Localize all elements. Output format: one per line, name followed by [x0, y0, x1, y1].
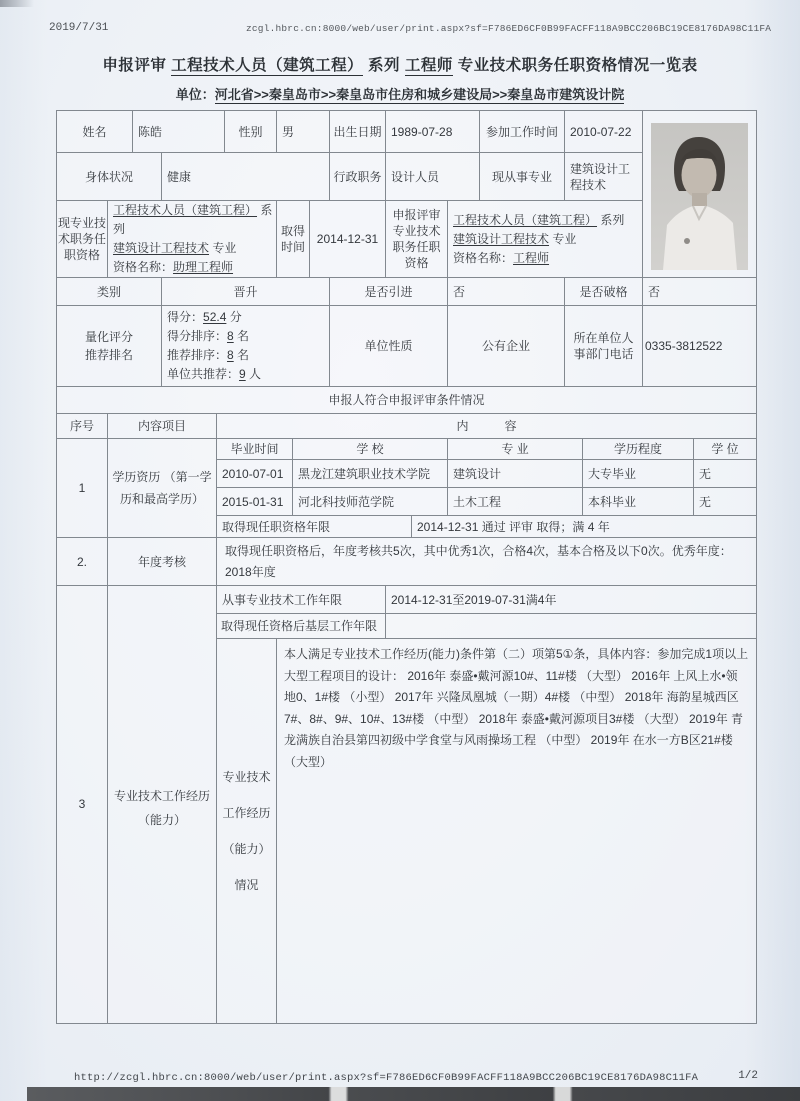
print-header-url: zcgl.hbrc.cn:8000/web/user/print.aspx?sf=F786ED6CF0B99FACFF118A9BCC206BC19CE8176DA98C11FA [246, 23, 772, 34]
total-value: 9 [239, 367, 246, 381]
current-qual-major: 建筑设计工程技术 [113, 241, 210, 255]
edu-row1-major: 建筑设计 [448, 460, 583, 488]
obtain-time-value: 2014-12-31 [310, 201, 386, 278]
rank-value: 8 [227, 329, 234, 343]
rec-suffix: 名 [233, 348, 250, 362]
experience-row-no: 3 [57, 586, 108, 1024]
score-label-line1: 量化评分 [84, 330, 133, 344]
qualification-form-table [56, 110, 757, 1024]
score-value: 52.4 [203, 310, 227, 324]
page-title [0, 53, 800, 75]
experience-detail-label: 专业技术 工作经历 （能力） 情况 [217, 639, 277, 1024]
scan-edge-artifact [0, 0, 34, 7]
work-start-label: 参加工作时间 [480, 111, 565, 153]
current-qualification-value [108, 201, 277, 278]
profession-label: 现从事专业 [480, 153, 565, 201]
unit-label: 单位： [175, 87, 215, 102]
rec-line [167, 348, 249, 362]
work-years-label: 从事专业技术工作年限 [217, 586, 386, 614]
birth-date-label: 出生日期 [330, 111, 386, 153]
gender-label: 性别 [225, 111, 277, 153]
score-rank-values [162, 306, 330, 387]
education-row-no: 1 [57, 439, 108, 538]
health-label: 身体状况 [57, 153, 162, 201]
rec-value: 8 [227, 348, 234, 362]
print-date: 2019/7/31 [49, 22, 109, 34]
applicant-photo-cell [643, 111, 757, 278]
edu-row1-degree: 无 [694, 460, 757, 488]
score-rank-label [57, 306, 162, 387]
edu-row2-degree-level: 本科毕业 [583, 488, 694, 516]
education-row-item: 学历资历 （第一学历和最高学历） [108, 439, 217, 538]
profession-value: 建筑设计工程技术 [565, 153, 643, 201]
edu-row1-degree-level: 大专毕业 [583, 460, 694, 488]
total-prefix: 单位共推荐： [167, 367, 240, 381]
work-start-text: 2010-07-22 [570, 124, 632, 139]
edu-row2-school: 河北科技师范学院 [293, 488, 448, 516]
experience-detail-content: 本人满足专业技术工作经历(能力)条件第（二）项第5①条，具体内容：参加完成1项以上大型工程项目的设计： 2016年 泰盛•戴河源10#、11#楼 （大型） 2016年 上风上水•领地0、1#楼 （小型） 2017年 兴隆凤凰城（一期）4#楼 （中型） 2018年 海韵星城西区7#、8#、9#、10#、13#楼 （中型） 2018年 泰盛•戴河源项目3#楼 （大型） 2019年 青龙满族自治县第四初级中学食堂与风雨操场工程 （中型） 2019年 在水一方B区21#楼 （大型） [277, 639, 757, 1024]
name-value: 陈皓 [133, 111, 225, 153]
apply-qual-text [453, 211, 624, 268]
header-col-item: 内容项目 [108, 414, 217, 439]
import-label: 是否引进 [330, 278, 448, 306]
conditions-section-title: 申报人符合申报评审条件情况 [57, 387, 757, 414]
header-col-no: 序号 [57, 414, 108, 439]
apply-qualification-value [448, 201, 643, 278]
apply-qual-major-suffix: 专业 [549, 231, 577, 246]
score-line [167, 310, 242, 324]
edu-header-grad-date: 毕业时间 [217, 439, 293, 460]
current-qual-series: 工程技术人员（建筑工程） [113, 203, 258, 217]
exception-label: 是否破格 [565, 278, 643, 306]
rank-suffix: 名 [233, 329, 250, 343]
qual-years-value: 2014-12-31 通过 评审 取得；满 4 年 [412, 516, 757, 538]
scan-bottom-edge-artifact [27, 1087, 800, 1101]
unit-type-label: 单位性质 [330, 306, 448, 387]
edu-row2-major: 土木工程 [448, 488, 583, 516]
page-number: 1/2 [738, 1070, 758, 1082]
category-label: 类别 [57, 278, 162, 306]
unit-line [0, 84, 800, 103]
health-value: 健康 [162, 153, 330, 201]
name-label: 姓名 [57, 111, 133, 153]
unit-type-value: 公有企业 [448, 306, 565, 387]
hr-phone-value: 0335-3812522 [643, 306, 757, 387]
import-value: 否 [448, 278, 565, 306]
rank-line [167, 329, 249, 343]
current-qual-name: 助理工程师 [173, 260, 234, 274]
experience-row-item: 专业技术工作经历（能力） [108, 586, 217, 1024]
hr-phone-label: 所在单位人事部门电话 [565, 306, 643, 387]
apply-qualification-label: 申报评审专业技术职务任职资格 [386, 201, 448, 278]
apply-qual-name: 工程师 [513, 250, 550, 265]
portrait-photo-drawing [651, 123, 748, 270]
apply-qual-series-suffix: 系列 [597, 212, 625, 227]
appraisal-content: 取得现任职资格后，年度考核共5次，其中优秀1次，合格4次，基本合格及以下0次。优秀年度：2018年度 [217, 538, 757, 586]
base-years-label: 取得现任资格后基层工作年限 [217, 614, 386, 639]
edu-row2-degree: 无 [694, 488, 757, 516]
edu-header-degree-level: 学历程度 [583, 439, 694, 460]
obtain-time-label: 取得时间 [277, 201, 310, 278]
title-series-underlined: 工程技术人员（建筑工程） [171, 57, 364, 74]
exception-value: 否 [643, 278, 757, 306]
apply-qual-name-label: 资格名称： [453, 250, 514, 265]
current-qual-text [113, 201, 273, 277]
edu-row1-grad-date: 2010-07-01 [217, 460, 293, 488]
unit-value: 河北省>>秦皇岛市>>秦皇岛市住房和城乡建设局>>秦皇岛市建筑设计院 [214, 87, 625, 102]
appraisal-row-no: 2. [57, 538, 108, 586]
print-footer-url: http://zcgl.hbrc.cn:8000/web/user/print.aspx?sf=F786ED6CF0B99FACFF118A9BCC206BC19CE8176DA98C11FA [74, 1072, 699, 1084]
rank-prefix: 得分排序： [167, 329, 228, 343]
edu-row1-school: 黑龙江建筑职业技术学院 [293, 460, 448, 488]
edu-row2-grad-date: 2015-01-31 [217, 488, 293, 516]
gender-value: 男 [277, 111, 330, 153]
appraisal-row-item: 年度考核 [108, 538, 217, 586]
current-qual-series-suffix: 系列 [113, 203, 273, 236]
edu-header-degree: 学 位 [694, 439, 757, 460]
current-qual-major-suffix: 专业 [209, 241, 237, 255]
header-col-content: 内 容 [217, 414, 757, 439]
current-qual-name-label: 资格名称： [113, 260, 174, 274]
title-prefix: 申报评审 [102, 57, 172, 74]
apply-qual-series: 工程技术人员（建筑工程） [453, 212, 598, 227]
edu-header-school: 学 校 [293, 439, 448, 460]
work-start-value [565, 111, 643, 153]
score-lines [167, 308, 261, 384]
score-prefix: 得分： [167, 310, 204, 324]
score-rank-label-text [85, 328, 133, 364]
admin-post-value: 设计人员 [386, 153, 480, 201]
score-label-line2: 推荐排名 [84, 348, 133, 362]
rec-prefix: 推荐排序： [167, 348, 228, 362]
total-suffix: 人 [245, 367, 262, 381]
title-rank-underlined: 工程师 [404, 57, 453, 74]
admin-post-label: 行政职务 [330, 153, 386, 201]
total-line [167, 367, 261, 381]
title-middle: 系列 [363, 57, 405, 74]
current-qualification-label: 现专业技术职务任职资格 [57, 201, 108, 278]
apply-qual-major: 建筑设计工程技术 [453, 231, 550, 246]
applicant-photo [651, 123, 748, 270]
category-value: 晋升 [162, 278, 330, 306]
title-suffix: 专业技术职务任职资格情况一览表 [452, 57, 698, 74]
edu-header-major: 专 业 [448, 439, 583, 460]
base-years-value [386, 614, 757, 639]
birth-date-text: 1989-07-28 [391, 124, 453, 139]
birth-date-value [386, 111, 480, 153]
work-years-value: 2014-12-31至2019-07-31满4年 [386, 586, 757, 614]
qual-years-label: 取得现任职资格年限 [217, 516, 412, 538]
score-suffix: 分 [226, 310, 242, 324]
